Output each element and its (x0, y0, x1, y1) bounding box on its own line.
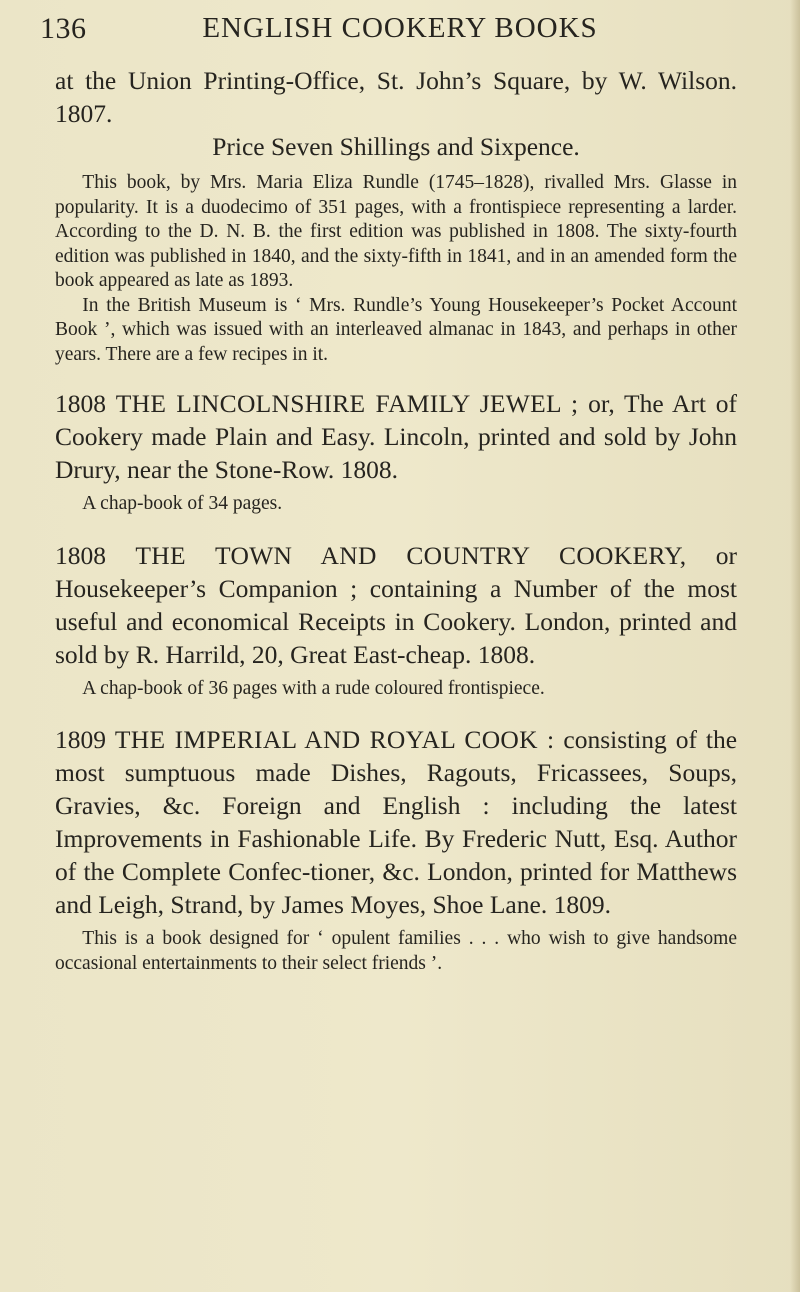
entry-note: This book, by Mrs. Maria Eliza Rundle (1745–1828), rivalled Mrs. Glasse in popularity. It is a duodecimo of 351 pages, with a frontispiece representing a larder. According to the D. N. B. the first edition was published in 1808. The sixty-fourth edition was published in 1840, and the sixty-fifth in 1841, and in an amended form the book appeared as late as 1893. (55, 172, 737, 291)
entry-body: or Housekeeper’s Companion ; containing a Number of the most useful and economical Receipts in Cookery. London, printed and sold by R. Harrild, 20, Great East-cheap. 1808. (55, 540, 737, 669)
entry-title: THE IMPERIAL AND ROYAL COOK : (114, 725, 555, 754)
page-body (55, 64, 737, 976)
entry-town-and-country-cookery (55, 539, 737, 702)
entry-title: THE LINCOLNSHIRE FAMILY JEWEL ; (115, 389, 579, 418)
entry-body: consisting of the most sumptuous made Dishes, Ragouts, Fricassees, Soups, Gravies, &c. Foreign and English : including the latest Improvements in Fashionable Life. By Frederic Nutt, Esq. Author of the Complete Confec-tioner, &c. London, printed for Matthews and Leigh, Strand, by James Moyes, Shoe Lane. 1809. (55, 725, 738, 919)
page-number: 136 (40, 12, 87, 45)
entry-note: A chap-book of 36 pages with a rude coloured frontispiece. (82, 677, 545, 699)
entry-imperial-and-royal-cook (55, 723, 737, 976)
entry-year: 1809 (55, 725, 106, 754)
page-header (40, 12, 760, 48)
page-edge-shadow (790, 0, 800, 1292)
running-title: ENGLISH COOKERY BOOKS (202, 12, 598, 44)
entry-imprint: at the Union Printing-Office, St. John’s Square, by W. Wilson. 1807. (55, 66, 737, 128)
entry-note: A chap-book of 34 pages. (82, 493, 283, 514)
entry-year: 1808 (55, 540, 106, 570)
entry-year: 1808 (55, 389, 106, 418)
entry-body: or, The Art of Cookery made Plain and Easy. Lincoln, printed and sold by John Drury, near the Stone-Row. 1808. (55, 389, 738, 484)
entry-note: This is a book designed for ‘ opulent families . . . who wish to give handsome occasional entertainments to their select friends ’. (55, 928, 737, 974)
entry-rundle-continued (55, 64, 737, 367)
entry-note: In the British Museum is ‘ Mrs. Rundle’s Young Housekeeper’s Pocket Account Book ’, which was issued with an interleaved almanac in 1843, and perhaps in other years. There are a few recipes in it. (55, 294, 737, 365)
entry-title: THE TOWN AND COUNTRY COOKERY, (135, 540, 687, 570)
entry-lincolnshire-family-jewel (55, 387, 737, 517)
entry-price: Price Seven Shillings and Sixpence. (212, 132, 580, 161)
